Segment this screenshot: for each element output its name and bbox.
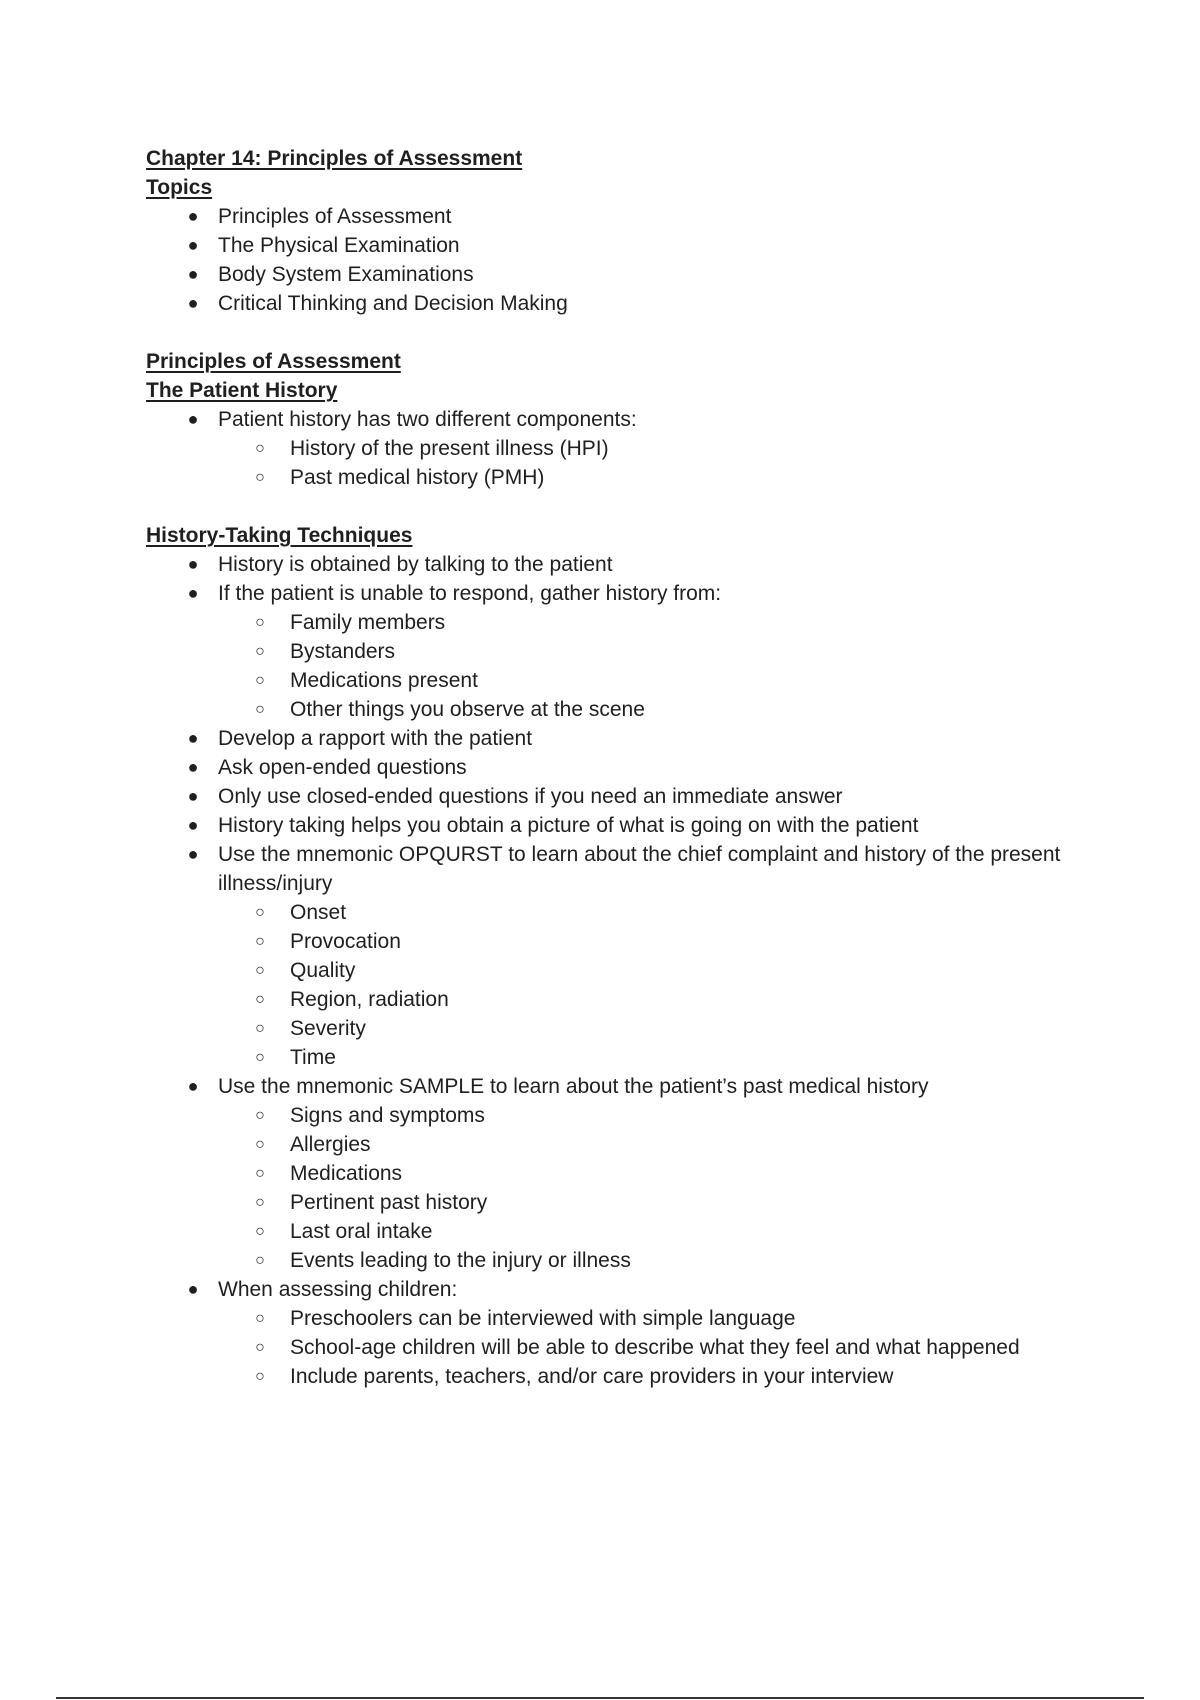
list-item-text: Develop a rapport with the patient	[218, 727, 533, 750]
sub-list-item-text: Provocation	[290, 930, 401, 953]
hollow-bullet-icon: ○	[255, 643, 265, 660]
bullet-icon: ●	[187, 786, 199, 806]
list-item-text: Use the mnemonic SAMPLE to learn about the patient’s past medical history	[218, 1075, 929, 1098]
sub-list-item	[218, 1217, 1076, 1246]
sub-list-item	[218, 1246, 1076, 1275]
topic-item	[146, 202, 1076, 231]
sub-list	[218, 608, 1076, 724]
footer-divider	[56, 1697, 1144, 1699]
sub-list-item	[218, 1043, 1076, 1072]
sub-list-item-text: School-age children will be able to describe what they feel and what happened	[290, 1336, 1020, 1359]
sub-list-item-text: Events leading to the injury or illness	[290, 1249, 631, 1272]
list-item	[146, 1275, 1076, 1391]
list-item	[146, 1072, 1076, 1275]
principles-heading: Principles of Assessment	[146, 350, 401, 373]
list-item-text: History is obtained by talking to the patient	[218, 553, 613, 576]
list-item	[146, 550, 1076, 579]
sub-list-item-text: Quality	[290, 959, 356, 982]
hollow-bullet-icon: ○	[255, 440, 265, 457]
hollow-bullet-icon: ○	[255, 1310, 265, 1327]
list-item	[146, 579, 1076, 724]
sub-list-item-text: Medications present	[290, 669, 478, 692]
sub-list-item-text: Family members	[290, 611, 446, 634]
patient-history-heading: The Patient History	[146, 379, 338, 402]
sub-list-item-text: Other things you observe at the scene	[290, 698, 645, 721]
bullet-icon: ●	[187, 264, 199, 284]
sub-list-item-text: Signs and symptoms	[290, 1104, 485, 1127]
sub-list-item	[218, 1304, 1076, 1333]
topic-item-text: The Physical Examination	[218, 234, 460, 257]
list-item	[146, 782, 1076, 811]
hollow-bullet-icon: ○	[255, 1339, 265, 1356]
sub-list-item	[218, 927, 1076, 956]
hollow-bullet-icon: ○	[255, 962, 265, 979]
sub-list-item-text: Allergies	[290, 1133, 371, 1156]
spacer	[146, 318, 1076, 347]
hollow-bullet-icon: ○	[255, 701, 265, 718]
hollow-bullet-icon: ○	[255, 672, 265, 689]
bullet-icon: ●	[187, 757, 199, 777]
list-item-text: When assessing children:	[218, 1278, 458, 1301]
sub-list-item	[218, 666, 1076, 695]
hollow-bullet-icon: ○	[255, 469, 265, 486]
topic-item	[146, 289, 1076, 318]
sub-list-item-text: Time	[290, 1046, 336, 1069]
hollow-bullet-icon: ○	[255, 1049, 265, 1066]
topic-item-text: Critical Thinking and Decision Making	[218, 292, 568, 315]
list-item	[146, 724, 1076, 753]
document-body	[146, 144, 1076, 1391]
sub-list	[218, 1304, 1076, 1391]
list-item	[146, 840, 1076, 1072]
sub-list	[218, 1101, 1076, 1275]
hollow-bullet-icon: ○	[255, 1020, 265, 1037]
sub-list-item-text: Onset	[290, 901, 347, 924]
list-item-text: Only use closed-ended questions if you need an immediate answer	[218, 785, 843, 808]
topic-item	[146, 260, 1076, 289]
sub-list-item	[218, 1101, 1076, 1130]
list-item-text: If the patient is unable to respond, gather history from:	[218, 582, 722, 605]
bullet-icon: ●	[187, 583, 199, 603]
hollow-bullet-icon: ○	[255, 1223, 265, 1240]
sub-list-item-text: Last oral intake	[290, 1220, 433, 1243]
sub-list-item	[218, 463, 1076, 492]
topic-item-text: Principles of Assessment	[218, 205, 452, 228]
hollow-bullet-icon: ○	[255, 1252, 265, 1269]
list-item	[146, 405, 1076, 492]
spacer	[146, 492, 1076, 521]
bullet-icon: ●	[187, 815, 199, 835]
sub-list-item	[218, 637, 1076, 666]
hollow-bullet-icon: ○	[255, 1368, 265, 1385]
hollow-bullet-icon: ○	[255, 1136, 265, 1153]
list-item	[146, 811, 1076, 840]
bullet-icon: ●	[187, 235, 199, 255]
sub-list-item	[218, 1188, 1076, 1217]
sub-list-item	[218, 695, 1076, 724]
sub-list-item-text: Medications	[290, 1162, 403, 1185]
sub-list-item-text: Region, radiation	[290, 988, 449, 1011]
bullet-icon: ●	[187, 728, 199, 748]
techniques-heading: History-Taking Techniques	[146, 524, 413, 547]
hollow-bullet-icon: ○	[255, 933, 265, 950]
bullet-icon: ●	[187, 1076, 199, 1096]
sub-list-item	[218, 1159, 1076, 1188]
list-item-text: Patient history has two different components:	[218, 408, 637, 431]
topics-heading: Topics	[146, 176, 213, 199]
sub-list-item-text: Preschoolers can be interviewed with simple language	[290, 1307, 796, 1330]
page-title: Chapter 14: Principles of Assessment	[146, 147, 523, 170]
list-item-text: Ask open-ended questions	[218, 756, 467, 779]
sub-list-item-text: Include parents, teachers, and/or care providers in your interview	[290, 1365, 894, 1388]
patient-history-list	[146, 405, 1076, 492]
list-item	[146, 753, 1076, 782]
sub-list-item	[218, 434, 1076, 463]
hollow-bullet-icon: ○	[255, 1194, 265, 1211]
sub-list-item-text: Pertinent past history	[290, 1191, 488, 1214]
sub-list-item	[218, 898, 1076, 927]
sub-list	[218, 434, 1076, 492]
list-item-text: Use the mnemonic OPQURST to learn about the chief complaint and history of the present illness/injury	[218, 843, 1061, 895]
sub-list-item-text: Severity	[290, 1017, 366, 1040]
hollow-bullet-icon: ○	[255, 614, 265, 631]
sub-list-item	[218, 608, 1076, 637]
sub-list-item	[218, 985, 1076, 1014]
bullet-icon: ●	[187, 293, 199, 313]
hollow-bullet-icon: ○	[255, 1107, 265, 1124]
sub-list-item-text: Past medical history (PMH)	[290, 466, 545, 489]
bullet-icon: ●	[187, 409, 199, 429]
hollow-bullet-icon: ○	[255, 904, 265, 921]
sub-list-item	[218, 1014, 1076, 1043]
sub-list-item-text: Bystanders	[290, 640, 396, 663]
topic-item	[146, 231, 1076, 260]
bullet-icon: ●	[187, 844, 199, 864]
techniques-list	[146, 550, 1076, 1391]
hollow-bullet-icon: ○	[255, 991, 265, 1008]
topic-item-text: Body System Examinations	[218, 263, 474, 286]
sub-list-item-text: History of the present illness (HPI)	[290, 437, 609, 460]
topics-list	[146, 202, 1076, 318]
bullet-icon: ●	[187, 1279, 199, 1299]
sub-list-item	[218, 1333, 1076, 1362]
hollow-bullet-icon: ○	[255, 1165, 265, 1182]
bullet-icon: ●	[187, 554, 199, 574]
sub-list-item	[218, 956, 1076, 985]
sub-list-item	[218, 1362, 1076, 1391]
list-item-text: History taking helps you obtain a picture of what is going on with the patient	[218, 814, 919, 837]
sub-list	[218, 898, 1076, 1072]
bullet-icon: ●	[187, 206, 199, 226]
sub-list-item	[218, 1130, 1076, 1159]
